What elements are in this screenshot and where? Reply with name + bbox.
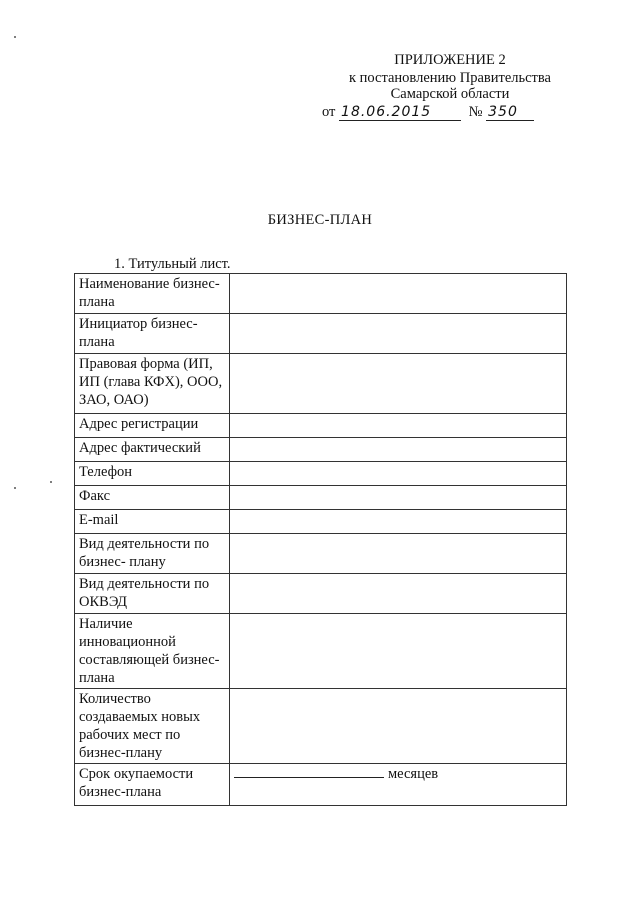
scan-speck — [14, 36, 16, 38]
date-prefix: от — [322, 104, 336, 120]
row-value-field[interactable] — [230, 486, 567, 510]
table-row — [75, 689, 567, 764]
blank-underline[interactable] — [234, 765, 384, 778]
row-value-field[interactable] — [230, 534, 567, 574]
row-value-field[interactable] — [230, 314, 567, 354]
table-row — [75, 314, 567, 354]
table-row — [75, 614, 567, 689]
table-row — [75, 414, 567, 438]
row-label: Срок окупаемости бизнес-плана — [75, 764, 230, 806]
table-row — [75, 354, 567, 414]
appendix-title: ПРИЛОЖЕНИЕ 2 — [394, 52, 506, 68]
row-label: Адрес регистрации — [75, 414, 230, 438]
appendix-date-row — [322, 104, 534, 121]
table-row — [75, 486, 567, 510]
row-label: Наличие инновационной составляющей бизнес-плана — [75, 614, 230, 689]
table-row — [75, 764, 567, 806]
table-row — [75, 534, 567, 574]
table-row — [75, 438, 567, 462]
row-label: Факс — [75, 486, 230, 510]
row-value-field[interactable] — [230, 354, 567, 414]
row-value-field[interactable] — [230, 764, 567, 806]
document-title: БИЗНЕС-ПЛАН — [267, 212, 373, 228]
number-prefix: № — [468, 104, 483, 120]
title-page-table — [74, 273, 567, 806]
row-label: Правовая форма (ИП, ИП (глава КФХ), ООО, ЗАО, ОАО) — [75, 354, 230, 414]
row-value-field[interactable] — [230, 689, 567, 764]
row-label: Вид деятельности по бизнес- плану — [75, 534, 230, 574]
row-value-field[interactable] — [230, 614, 567, 689]
table-row — [75, 462, 567, 486]
row-value-field[interactable] — [230, 274, 567, 314]
table-row — [75, 274, 567, 314]
appendix-line-1: к постановлению Правительства — [349, 70, 551, 86]
row-value-field[interactable] — [230, 438, 567, 462]
handwritten-number: 350 — [486, 105, 534, 121]
row-label: Количество создаваемых новых рабочих мест по бизнес-плану — [75, 689, 230, 764]
row-value-field[interactable] — [230, 574, 567, 614]
row-label: Вид деятельности по ОКВЭД — [75, 574, 230, 614]
row-value-field[interactable] — [230, 510, 567, 534]
row-value-field[interactable] — [230, 414, 567, 438]
row-label: Адрес фактический — [75, 438, 230, 462]
row-label: Телефон — [75, 462, 230, 486]
scan-speck — [50, 481, 52, 483]
unit-label: месяцев — [388, 766, 439, 782]
table-row — [75, 510, 567, 534]
appendix-line-2: Самарской области — [390, 86, 510, 102]
row-label: Наименование бизнес-плана — [75, 274, 230, 314]
row-value-field[interactable] — [230, 462, 567, 486]
row-label: Инициатор бизнес-плана — [75, 314, 230, 354]
table-body — [75, 274, 567, 806]
section-heading: 1. Титульный лист. — [114, 256, 231, 272]
handwritten-date: 18.06.2015 — [339, 105, 461, 121]
table-row — [75, 574, 567, 614]
row-label: E-mail — [75, 510, 230, 534]
scan-speck — [14, 487, 16, 489]
